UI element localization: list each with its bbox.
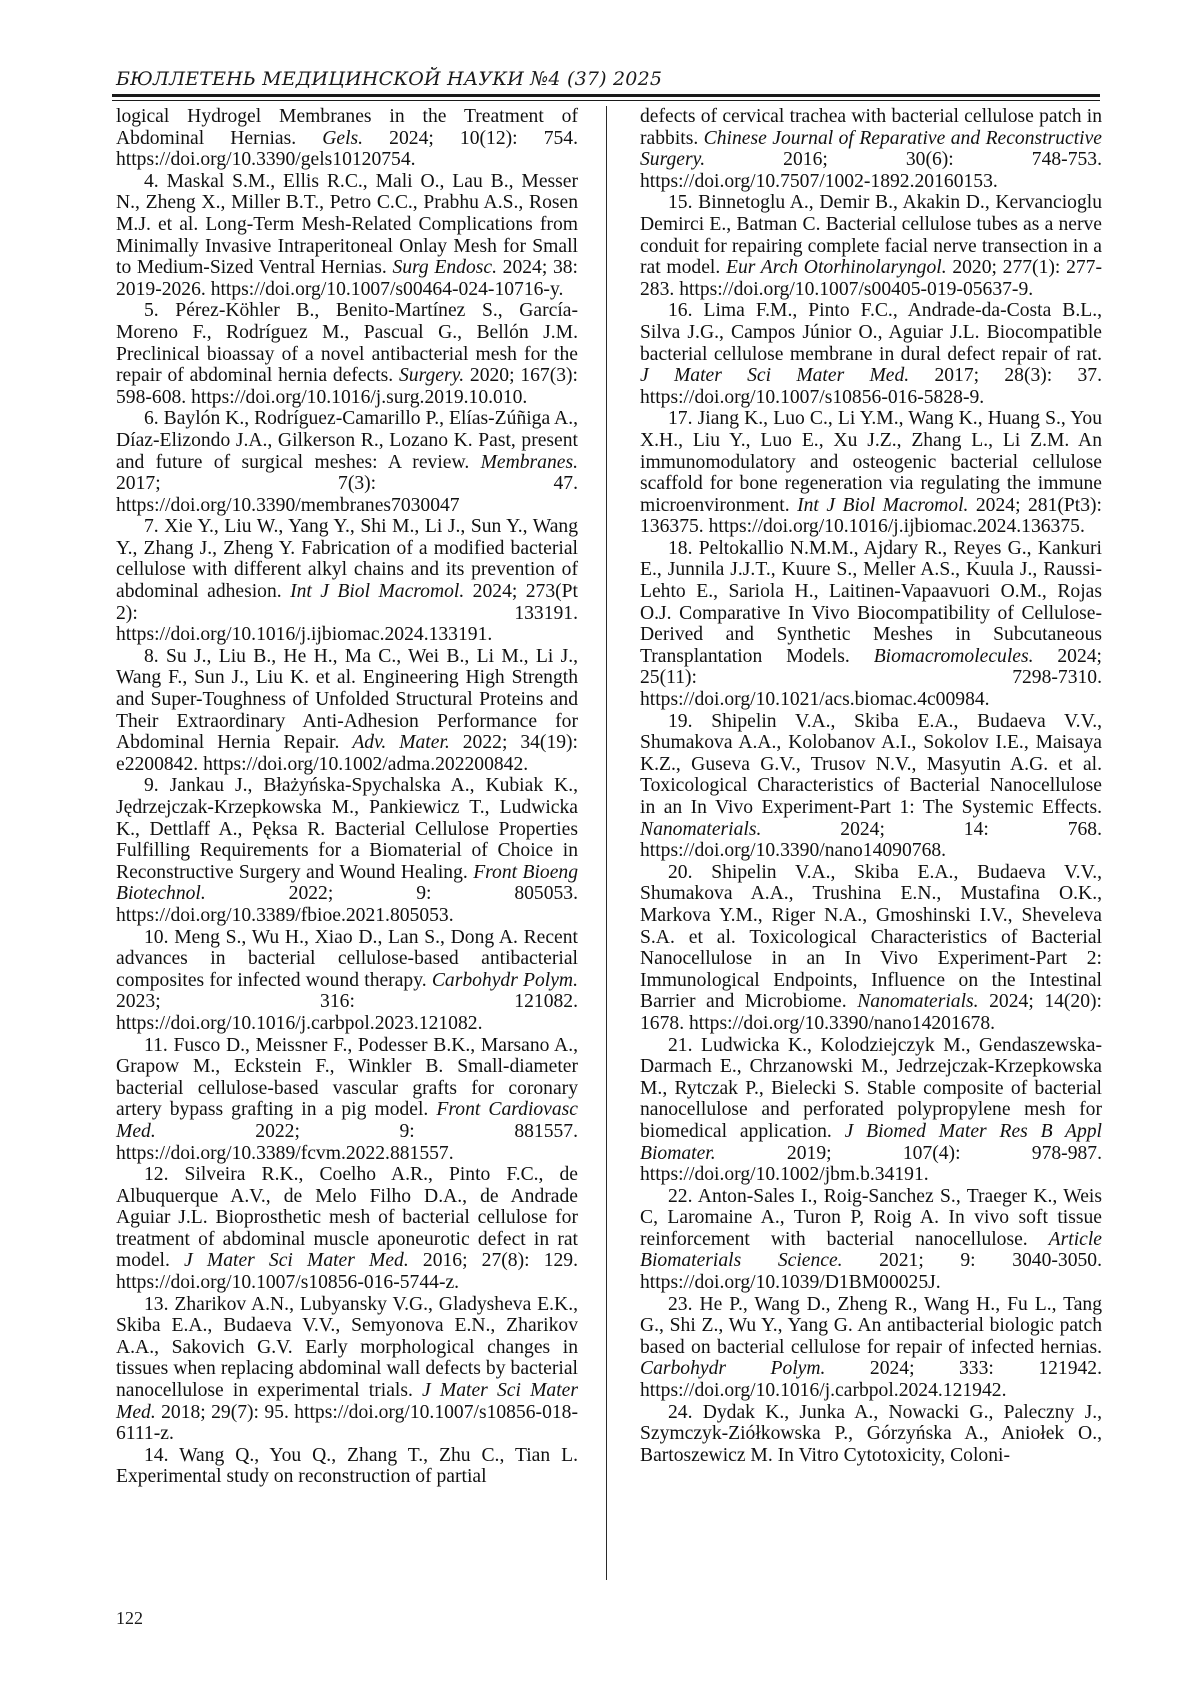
journal-name: J Mater Sci Mater Med. [116,1380,578,1423]
reference-entry: 20. Shipelin V.A., Skiba E.A., Budaeva V.V., Shumakova A.A., Trushina E.N., Mustafina O.K., Markova Y.M., Riger N.A., Gmoshinski I.V., Sheveleva S.A. et al. Toxicological Characteristics of Bacterial Nanocellulose in an In Vivo Experiment-Part 2: Immunological Endpoints, Influence on the Intestinal Barrier and Microbiome. Nanomaterials. 2024; 14(20): 1678. https://doi.org/10.3390/nano14201678. [640,861,1102,1034]
journal-name: Adv. Mater. [352,732,450,754]
reference-entry: logical Hydrogel Membranes in the Treatment of Abdominal Hernias. Gels. 2024; 10(12): 754. https://doi.org/10.3390/gels10120754. [116,106,579,171]
journal-name: Biomacromolecules. [873,645,1034,667]
journal-name: Nanomaterials. [857,991,979,1013]
running-header: БЮЛЛЕТЕНЬ МЕДИЦИНСКОЙ НАУКИ №4 (37) 2025 [116,68,663,90]
reference-entry: 5. Pérez-Köhler B., Benito-Martínez S., García-Moreno F., Rodríguez M., Pascual G., Bellón J.M. Preclinical bioassay of a novel antibacterial mesh for the repair of abdominal hernia defects. Surgery. 2020; 167(3): 598-608. https://doi.org/10.1016/j.surg.2019.10.010. [116,300,578,408]
journal-name: Nanomaterials. [640,818,762,840]
right-column [640,106,1102,1466]
journal-name: Article Biomaterials Science. [640,1228,1102,1272]
journal-name: J Biomed Mater Res B Appl Biomater. [640,1120,1102,1164]
journal-name: Front Cardiovasc Med. [116,1099,578,1142]
reference-entry: 10. Meng S., Wu H., Xiao D., Lan S., Dong A. Recent advances in bacterial cellulose-based antibacterial composites for infected wound therapy. Carbohydr Polym. 2023; 316: 121082. https://doi.org/10.1016/j.carbpol.2023.121082. [116,926,578,1034]
reference-entry: 24. Dydak K., Junka A., Nowacki G., Paleczny J., Szymczyk-Ziółkowska P., Górzyńska A., Aniołek O., Bartoszewicz M. In Vitro Cytotoxicity, Coloni- [640,1401,1102,1466]
journal-name: J Mater Sci Mater Med. [184,1250,409,1272]
journal-name: Gels. [322,127,364,149]
journal-name: Eur Arch Otorhinolaryngol. [725,257,947,279]
reference-entry: 7. Xie Y., Liu W., Yang Y., Shi M., Li J., Sun Y., Wang Y., Zhang J., Zheng Y. Fabrication of a modified bacterial cellulose with different alkyl chains and its prevention of abdominal adhesion. Int J Biol Macromol. 2024; 273(Pt 2): 133191. https://doi.org/10.1016/j.ijbiomac.2024.133191. [116,516,578,646]
reference-entry: 18. Peltokallio N.M.M., Ajdary R., Reyes G., Kankuri E., Junnila J.J.T., Kuure S., Meller A.S., Kuula J., Raussi-Lehto E., Sariola H., Laitinen-Vapaavuori O.M., Rojas O.J. Comparative In Vivo Biocompatibility of Cellulose-Derived and Synthetic Meshes in Subcutaneous Transplantation Models. Biomacromolecules. 2024; 25(11): 7298-7310. https://doi.org/10.1021/acs.biomac.4c00984. [640,537,1102,711]
reference-entry: 14. Wang Q., You Q., Zhang T., Zhu C., Tian L. Experimental study on reconstruction of partial [116,1444,578,1488]
journal-name: Surg Endosc. [392,257,497,279]
reference-entry: 19. Shipelin V.A., Skiba E.A., Budaeva V.V., Shumakova A.A., Kolobanov A.I., Sokolov I.E., Maisaya K.Z., Guseva G.V., Trusov N.V., Masyutin A.G. et al. Toxicological Characteristics of Bacterial Nanocellulose in an In Vivo Experiment-Part 1: The Systemic Effects. Nanomaterials. 2024; 14: 768. https://doi.org/10.3390/nano14090768. [640,710,1102,862]
reference-entry: 12. Silveira R.K., Coelho A.R., Pinto F.C., de Albuquerque A.V., de Melo Filho D.A., de Andrade Aguiar J.L. Bioprosthetic mesh of bacterial cellulose for treatment of abdominal muscle aponeurotic defect in rat model. J Mater Sci Mater Med. 2016; 27(8): 129. https://doi.org/10.1007/s10856-016-5744-z. [116,1164,578,1294]
reference-entry: defects of cervical trachea with bacterial cellulose patch in rabbits. Chinese Journal of Reparative and Reconstructive Surgery. 2016; 30(6): 748-753. https://doi.org/10.7507/1002-1892.20160153. [640,106,1102,192]
journal-name: Chinese Journal of Reparative and Reconstructive Surgery. [640,127,1102,171]
reference-entry: 21. Ludwicka K., Kolodziejczyk M., Gendaszewska-Darmach E., Chrzanowski M., Jedrzejczak-Krzepkowska M., Rytczak P., Bielecki S. Stable composite of bacterial nanocellulose and perforated polypropylene mesh for biomedical application. J Biomed Mater Res B Appl Biomater. 2019; 107(4): 978-987. https://doi.org/10.1002/jbm.b.34191. [640,1034,1102,1186]
reference-entry: 8. Su J., Liu B., He H., Ma C., Wei B., Li M., Li J., Wang F., Sun J., Liu K. et al. Engineering High Strength and Super-Toughness of Unfolded Structural Proteins and Their Extraordinary Anti-Adhesion Performance for Abdominal Hernia Repair. Adv. Mater. 2022; 34(19): e2200842. https://doi.org/10.1002/adma.202200842. [116,645,579,775]
page-number: 122 [116,1608,143,1628]
journal-name: Int J Biol Macromol. [797,494,969,516]
header-rule-thin [112,100,1100,101]
reference-entry: 23. He P., Wang D., Zheng R., Wang H., Fu L., Tang G., Shi Z., Wu Y., Yang G. An antibacterial biologic patch based on bacterial cellulose for repair of infected hernias. Carbohydr Polym. 2024; 333: 121942. https://doi.org/10.1016/j.carbpol.2024.121942. [640,1293,1103,1402]
journal-name: Carbohydr Polym. [640,1358,826,1380]
journal-name: Surgery. [398,365,465,387]
journal-name: Membranes. [480,451,578,473]
reference-entry: 16. Lima F.M., Pinto F.C., Andrade-da-Costa B.L., Silva J.G., Campos Júnior O., Aguiar J.L. Biocompatible bacterial cellulose membrane in dural defect repair of rat. J Mater Sci Mater Med. 2017; 28(3): 37. https://doi.org/10.1007/s10856-016-5828-9. [640,300,1102,408]
reference-entry: 6. Baylón K., Rodríguez-Camarillo P., Elías-Zúñiga A., Díaz-Elizondo J.A., Gilkerson R., Lozano K. Past, present and future of surgical meshes: A review. Membranes. 2017; 7(3): 47. https://doi.org/10.3390/membranes7030047 [116,408,578,516]
journal-name: Int J Biol Macromol. [290,581,465,603]
reference-entry: 11. Fusco D., Meissner F., Podesser B.K., Marsano A., Grapow M., Eckstein F., Winkler B. Small-diameter bacterial cellulose-based vascular grafts for coronary artery bypass grafting in a pig model. Front Cardiovasc Med. 2022; 9: 881557. https://doi.org/10.3389/fcvm.2022.881557. [116,1034,578,1164]
reference-entry: 4. Maskal S.M., Ellis R.C., Mali O., Lau B., Messer N., Zheng X., Miller B.T., Petro C.C., Prabhu A.S., Rosen M.J. et al. Long-Term Mesh-Related Complications from Minimally Invasive Intraperitoneal Onlay Mesh for Small to Medium-Sized Ventral Hernias. Surg Endosc. 2024; 38: 2019-2026. https://doi.org/10.1007/s00464-024-10716-y. [116,170,578,300]
column-divider [606,106,607,1580]
reference-entry: 15. Binnetoglu A., Demir B., Akakin D., Kervancioglu Demirci E., Batman C. Bacterial cellulose tubes as a nerve conduit for repairing complete facial nerve transection in a rat model. Eur Arch Otorhinolaryngol. 2020; 277(1): 277-283. https://doi.org/10.1007/s00405-019-05637-9. [640,192,1102,300]
reference-entry: 13. Zharikov A.N., Lubyansky V.G., Gladysheva E.K., Skiba E.A., Budaeva V.V., Semyonova E.N., Zharikov A.A., Sakovich G.V. Early morphological changes in tissues when replacing abdominal wall defects by bacterial nanocellulose in experimental trials. J Mater Sci Mater Med. 2018; 29(7): 95. https://doi.org/10.1007/s10856-018-6111-z. [116,1293,578,1445]
journal-name: Front Bioeng Biotechnol. [116,861,578,905]
reference-entry: 17. Jiang K., Luo C., Li Y.M., Wang K., Huang S., You X.H., Liu Y., Luo E., Xu J.Z., Zhang L., Li Z.M. An immunomodulatory and osteogenic bacterial cellulose scaffold for bone regeneration via regulating the immune microenvironment. Int J Biol Macromol. 2024; 281(Pt3): 136375. https://doi.org/10.1016/j.ijbiomac.2024.136375. [640,408,1103,538]
header-rule [112,94,1100,97]
journal-name: Carbohydr Polym. [431,969,578,991]
left-column [116,106,578,1488]
reference-entry: 9. Jankau J., Błażyńska-Spychalska A., Kubiak K., Jędrzejczak-Krzepkowska M., Pankiewicz T., Ludwicka K., Dettlaff A., Pęksa R. Bacterial Cellulose Properties Fulfilling Requirements for a Biomaterial of Choice in Reconstructive Surgery and Wound Healing. Front Bioeng Biotechnol. 2022; 9: 805053. https://doi.org/10.3389/fbioe.2021.805053. [116,775,578,926]
journal-name: J Mater Sci Mater Med. [640,365,910,387]
reference-entry: 22. Anton-Sales I., Roig-Sanchez S., Traeger K., Weis C, Laromaine A., Turon P, Roig A. In vivo soft tissue reinforcement with bacterial nanocellulose. Article Biomaterials Science. 2021; 9: 3040-3050. https://doi.org/10.1039/D1BM00025J. [640,1185,1102,1294]
